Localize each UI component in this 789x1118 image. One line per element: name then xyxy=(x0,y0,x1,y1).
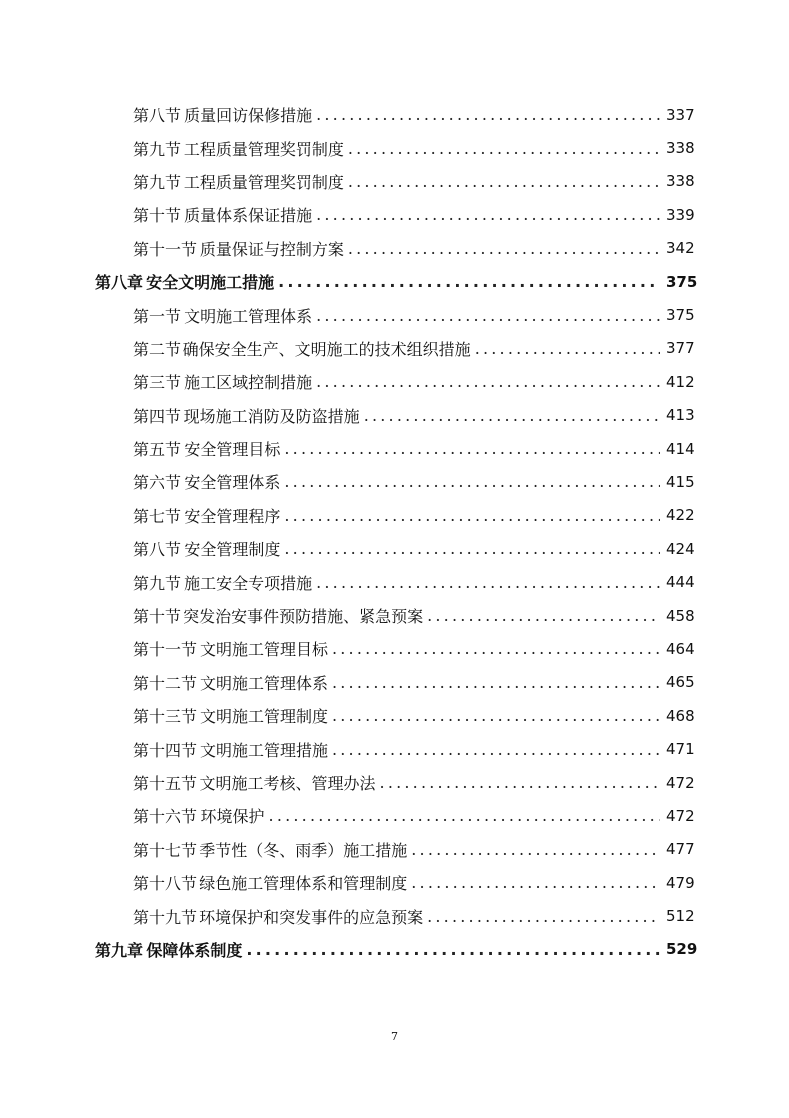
toc-section-entry[interactable] xyxy=(0,632,789,665)
toc-entry-title: 突发治安事件预防措施、紧急预案 xyxy=(183,607,424,627)
toc-chapter-entry[interactable] xyxy=(0,933,789,966)
toc-entry-page-number: 414 xyxy=(666,439,695,458)
toc-entry-number: 第一节 xyxy=(133,306,182,326)
toc-dot-leader xyxy=(332,706,660,725)
toc-entry-page-number: 512 xyxy=(666,907,695,926)
toc-entry-title: 工程质量管理奖罚制度 xyxy=(183,172,344,192)
toc-entry-title: 安全管理目标 xyxy=(184,440,281,460)
toc-entry-page-number: 444 xyxy=(666,573,695,592)
toc-entry-title: 季节性（冬、雨季）施工措施 xyxy=(199,840,408,860)
toc-section-entry[interactable] xyxy=(0,131,789,164)
toc-entry-page-number: 412 xyxy=(666,372,695,391)
toc-dot-leader xyxy=(475,339,660,358)
toc-entry-page-number: 377 xyxy=(666,339,695,358)
toc-section-entry[interactable] xyxy=(0,666,789,699)
toc-entry-title: 文明施工管理措施 xyxy=(199,740,328,760)
toc-section-entry[interactable] xyxy=(0,899,789,932)
toc-entry-number: 第十节 xyxy=(133,206,182,226)
toc-entry-title: 安全文明施工措施 xyxy=(146,273,275,293)
toc-entry-title: 保障体系制度 xyxy=(146,940,243,960)
toc-entry-title: 文明施工管理制度 xyxy=(199,707,328,727)
toc-entry-title: 文明施工考核、管理办法 xyxy=(199,774,376,793)
toc-section-entry[interactable] xyxy=(0,766,789,799)
toc-entry-title: 安全管理程序 xyxy=(184,506,281,526)
toc-entry-number: 第九节 xyxy=(133,172,182,192)
toc-section-entry[interactable] xyxy=(0,699,789,732)
toc-section-entry[interactable] xyxy=(0,332,789,365)
toc-entry-number: 第十七节 xyxy=(133,840,198,860)
toc-section-entry[interactable] xyxy=(0,599,789,632)
toc-entry-title: 绿色施工管理体系和管理制度 xyxy=(199,874,408,894)
toc-dot-leader xyxy=(246,940,660,959)
toc-dot-leader xyxy=(284,472,660,491)
toc-dot-leader xyxy=(316,306,660,325)
toc-entry-title: 质量回访保修措施 xyxy=(184,106,313,126)
toc-section-entry[interactable] xyxy=(0,799,789,832)
toc-entry-page-number: 477 xyxy=(666,840,695,859)
toc-entry-page-number: 413 xyxy=(666,406,695,425)
toc-entry-number: 第七节 xyxy=(133,506,182,526)
toc-section-entry[interactable] xyxy=(0,399,789,432)
toc-entry-page-number: 338 xyxy=(666,139,695,158)
toc-entry-number: 第十八节 xyxy=(133,874,198,894)
toc-entry-number: 第八节 xyxy=(133,106,182,126)
toc-entry-page-number: 472 xyxy=(666,773,695,792)
toc-dot-leader xyxy=(284,439,660,458)
toc-entry-number: 第九节 xyxy=(133,573,182,593)
toc-dot-leader xyxy=(269,806,660,825)
toc-entry-page-number: 479 xyxy=(666,873,695,892)
toc-entry-title: 质量保证与控制方案 xyxy=(199,239,344,259)
toc-entry-number: 第九章 xyxy=(95,940,144,960)
toc-entry-title: 确保安全生产、文明施工的技术组织措施 xyxy=(182,339,471,359)
toc-entry-number: 第十一节 xyxy=(133,640,198,660)
toc-dot-leader xyxy=(427,606,660,625)
toc-section-entry[interactable] xyxy=(0,866,789,899)
toc-section-entry[interactable] xyxy=(0,98,789,131)
page-number-footer: 7 xyxy=(391,1030,398,1043)
toc-entry-title: 文明施工管理体系 xyxy=(199,673,328,693)
toc-dot-leader xyxy=(348,172,660,191)
toc-dot-leader xyxy=(348,239,660,258)
toc-entry-title: 工程质量管理奖罚制度 xyxy=(183,139,344,159)
toc-entry-title: 质量体系保证措施 xyxy=(184,206,313,226)
toc-dot-leader xyxy=(364,406,660,425)
toc-entry-number: 第十九节 xyxy=(133,907,198,927)
toc-entry-page-number: 342 xyxy=(666,239,695,258)
toc-entry-number: 第十节 xyxy=(133,607,182,627)
toc-dot-leader xyxy=(348,139,660,158)
toc-entry-number: 第三节 xyxy=(133,373,182,393)
toc-dot-leader xyxy=(332,639,660,658)
toc-entry-page-number: 529 xyxy=(666,940,698,959)
toc-entry-page-number: 375 xyxy=(666,306,695,325)
toc-entry-number: 第十四节 xyxy=(133,740,198,760)
toc-entry-title: 施工区域控制措施 xyxy=(184,373,313,393)
toc-dot-leader xyxy=(332,740,660,759)
toc-dot-leader xyxy=(278,272,660,291)
toc-entry-title: 环境保护和突发事件的应急预案 xyxy=(199,907,424,927)
toc-entry-number: 第十二节 xyxy=(133,673,198,693)
toc-entry-number: 第十三节 xyxy=(133,707,198,727)
toc-section-entry[interactable] xyxy=(0,298,789,331)
toc-dot-leader xyxy=(316,372,660,391)
toc-section-entry[interactable] xyxy=(0,232,789,265)
toc-entry-page-number: 415 xyxy=(666,472,695,491)
toc-entry-title: 施工安全专项措施 xyxy=(184,573,313,593)
toc-section-entry[interactable] xyxy=(0,732,789,765)
toc-dot-leader xyxy=(284,539,660,558)
toc-entry-title: 安全管理体系 xyxy=(184,473,281,493)
toc-entry-title: 环境保护 xyxy=(200,807,265,827)
toc-entry-page-number: 465 xyxy=(666,673,695,692)
toc-entry-number: 第五节 xyxy=(133,440,182,460)
toc-entry-number: 第四节 xyxy=(133,406,182,426)
toc-dot-leader xyxy=(316,205,660,224)
toc-entry-page-number: 337 xyxy=(666,105,695,124)
toc-entry-title: 文明施工管理体系 xyxy=(184,306,313,326)
toc-entry-title: 现场施工消防及防盗措施 xyxy=(183,406,360,426)
toc-entry-number: 第八节 xyxy=(133,540,182,560)
toc-section-entry[interactable] xyxy=(0,165,789,198)
toc-dot-leader xyxy=(332,673,660,692)
toc-dot-leader xyxy=(380,773,660,792)
toc-dot-leader xyxy=(411,840,660,859)
toc-chapter-entry[interactable] xyxy=(0,265,789,298)
toc-entry-number: 第六节 xyxy=(133,473,182,493)
toc-entry-number: 第八章 xyxy=(95,273,144,293)
toc-entry-page-number: 424 xyxy=(666,539,695,558)
toc-entry-page-number: 375 xyxy=(666,272,698,291)
toc-section-entry[interactable] xyxy=(0,365,789,398)
toc-entry-page-number: 458 xyxy=(666,606,695,625)
toc-entry-page-number: 472 xyxy=(666,806,695,825)
toc-entry-number: 第十一节 xyxy=(133,239,198,259)
toc-entry-page-number: 471 xyxy=(666,740,695,759)
toc-entry-page-number: 464 xyxy=(666,639,695,658)
toc-entry-page-number: 468 xyxy=(666,706,695,725)
toc-dot-leader xyxy=(427,907,660,926)
toc-section-entry[interactable] xyxy=(0,499,789,532)
toc-entry-page-number: 422 xyxy=(666,506,695,525)
toc-dot-leader xyxy=(316,573,660,592)
toc-entry-number: 第十五节 xyxy=(133,774,198,793)
toc-entry-title: 文明施工管理目标 xyxy=(199,640,328,660)
toc-section-entry[interactable] xyxy=(0,833,789,866)
toc-dot-leader xyxy=(316,105,660,124)
toc-entry-page-number: 339 xyxy=(666,205,695,224)
toc-section-entry[interactable] xyxy=(0,565,789,598)
toc-section-entry[interactable] xyxy=(0,198,789,231)
toc-section-entry[interactable] xyxy=(0,432,789,465)
toc-dot-leader xyxy=(284,506,660,525)
toc-dot-leader xyxy=(411,873,660,892)
toc-entry-title: 安全管理制度 xyxy=(184,540,281,560)
toc-section-entry[interactable] xyxy=(0,532,789,565)
toc-entry-page-number: 338 xyxy=(666,172,695,191)
toc-entry-number: 第十六节 xyxy=(133,807,198,827)
table-of-contents xyxy=(0,98,789,966)
toc-section-entry[interactable] xyxy=(0,465,789,498)
toc-entry-number: 第九节 xyxy=(133,139,182,159)
toc-entry-number: 第二节 xyxy=(133,339,182,359)
